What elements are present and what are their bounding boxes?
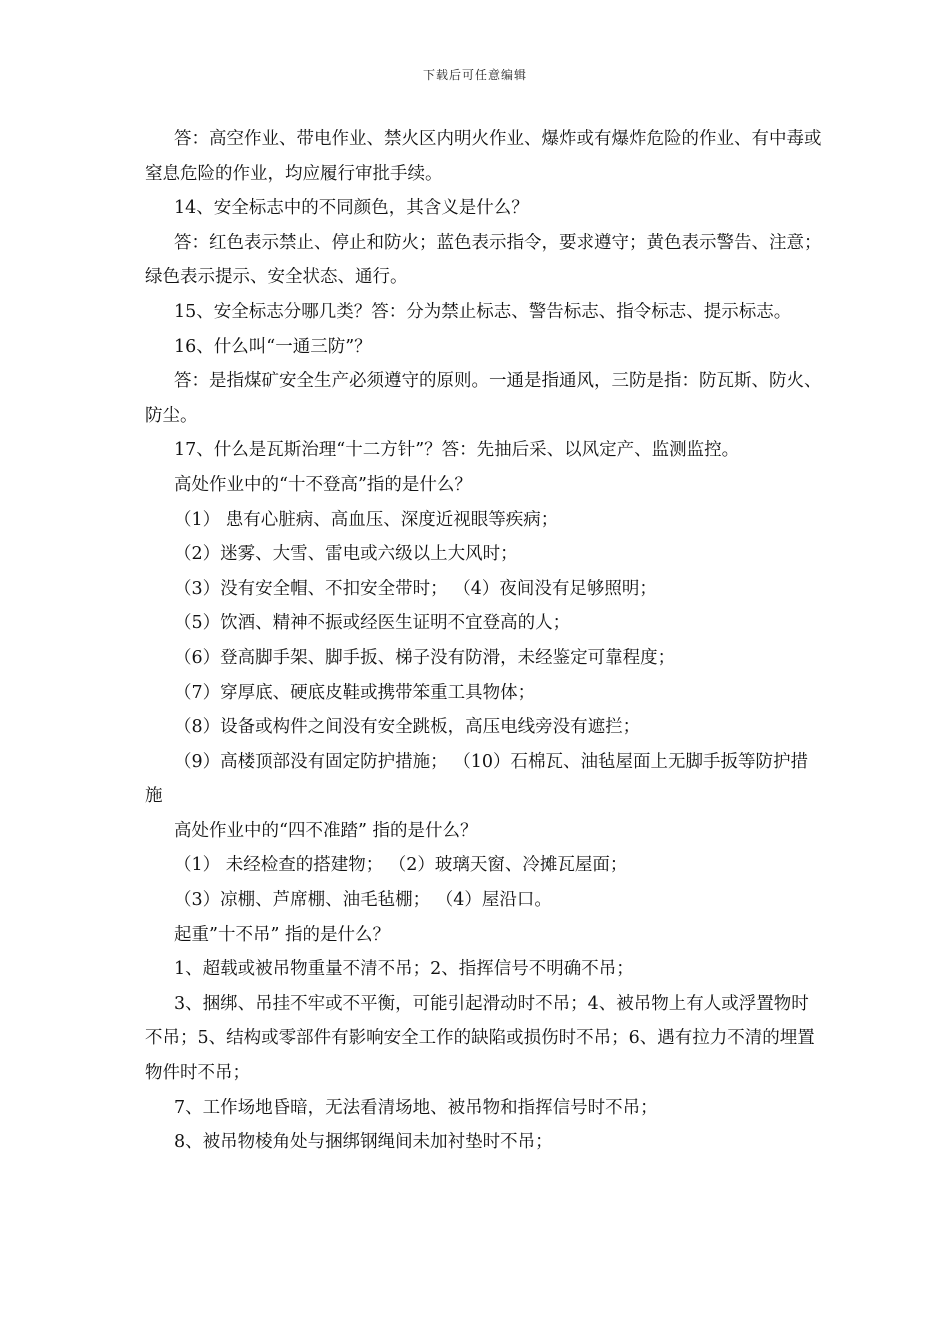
paragraph: （7）穿厚底、硬底皮鞋或携带笨重工具物体； — [174, 682, 536, 703]
paragraph: （9）高楼顶部没有固定防护措施； （10）石棉瓦、油毡屋面上无脚手扳等防护措施 — [145, 751, 808, 807]
paragraph: （5）饮酒、精神不振或经医生证明不宜登高的人； — [174, 613, 571, 634]
paragraph: 高处作业中的“十不登高”指的是什么？ — [174, 474, 472, 495]
page-header: 下载后可任意编辑 — [422, 68, 527, 82]
paragraph: 3、捆绑、吊挂不牢或不平衡，可能引起滑动时不吊；4、被吊物上有人或浮置物时不吊；5、结构或零部件有影响安全工作的缺陷或损伤时不吊；6、遇有拉力不清的埋置物件时不吊； — [145, 993, 815, 1084]
paragraph: 14、安全标志中的不同颜色，其含义是什么？ — [174, 198, 529, 219]
paragraph: 1、超载或被吊物重量不清不吊；2、指挥信号不明确不吊； — [174, 959, 634, 980]
paragraph: 答：是指煤矿安全生产必须遵守的原则。一通是指通风，三防是指：防瓦斯、防火、防尘。 — [145, 371, 822, 426]
paragraph: （1） 未经检查的搭建物； （2）玻璃天窗、冷摊瓦屋面； — [174, 855, 628, 876]
paragraph: 高处作业中的“四不准踏” 指的是什么？ — [174, 820, 478, 841]
paragraph: 答：高空作业、带电作业、禁火区内明火作业、爆炸或有爆炸危险的作业、有中毒或窒息危险的作业，均应履行审批手续。 — [145, 129, 822, 184]
paragraph: 8、被吊物棱角处与捆绑钢绳间未加衬垫时不吊； — [174, 1132, 553, 1153]
paragraph: （2）迷雾、大雪、雷电或六级以上大风时； — [174, 544, 518, 565]
paragraph: （6）登高脚手架、脚手扳、梯子没有防滑，未经鉴定可靠程度； — [174, 647, 676, 668]
paragraph: （3）凉棚、芦席棚、油毛毡棚； （4）屋沿口。 — [174, 890, 552, 911]
paragraph: 7、工作场地昏暗，无法看清场地、被吊物和指挥信号时不吊； — [174, 1097, 658, 1118]
paragraph: 答：红色表示禁止、停止和防火；蓝色表示指令，要求遵守；黄色表示警告、注意；绿色表示提示、安全状态、通行。 — [145, 232, 822, 288]
paragraph: 16、什么叫“一通三防”？ — [174, 336, 372, 357]
paragraph: （3）没有安全帽、不扣安全带时； （4）夜间没有足够照明； — [174, 578, 657, 599]
paragraph: 起重”十不吊” 指的是什么？ — [174, 924, 390, 945]
paragraph: （1） 患有心脏病、高血压、深度近视眼等疾病； — [174, 509, 559, 530]
paragraph: （8）设备或构件之间没有安全跳板，高压电线旁没有遮拦； — [174, 717, 641, 738]
document-body — [145, 122, 825, 1160]
paragraph: 15、安全标志分哪几类？答：分为禁止标志、警告标志、指令标志、提示标志。 — [174, 301, 792, 322]
paragraph: 17、什么是瓦斯治理“十二方针”？答：先抽后采、以风定产、监测监控。 — [174, 440, 740, 461]
